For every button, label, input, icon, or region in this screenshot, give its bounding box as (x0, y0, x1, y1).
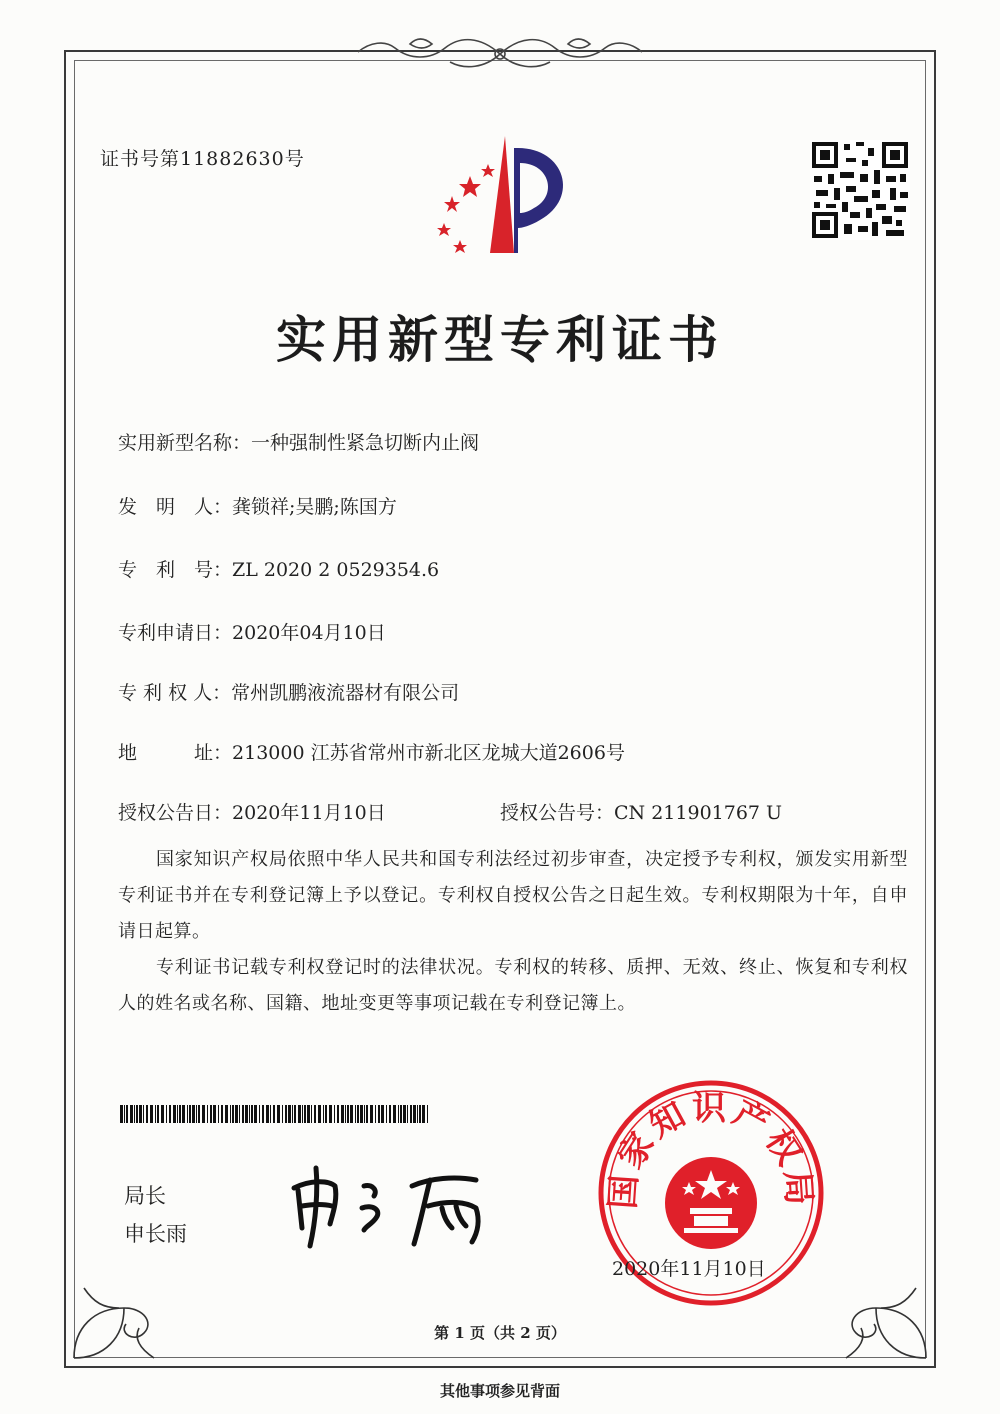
field-address (118, 738, 625, 765)
top-ornament (350, 30, 650, 78)
corner-ornament-bottom-right (826, 1268, 936, 1368)
field-value: 213000 江苏省常州市新北区龙城大道2606号 (232, 742, 625, 764)
field-patent-number (118, 555, 439, 582)
statement-paragraph: 专利证书记载专利权登记时的法律状况。专利权的转移、质押、无效、终止、恢复和专利权人的姓名或名称、国籍、地址变更等事项记载在专利登记簿上。 (118, 957, 908, 1014)
field-label: 专利申请日： (118, 622, 233, 644)
statement-paragraph: 国家知识产权局依照中华人民共和国专利法经过初步审查，决定授予专利权，颁发实用新型专利证书并在专利登记簿上予以登记。专利权自授权公告之日起生效。专利权期限为十年，自申请日起算。 (118, 849, 908, 942)
seal-date: 2020年11月10日 (612, 1258, 766, 1280)
field-value: 2020年04月10日 (232, 622, 386, 644)
cnipa-logo (430, 128, 580, 258)
field-label: 地 址： (118, 742, 233, 764)
field-value: 龚锁祥;吴鹏;陈国方 (232, 496, 397, 518)
footer-note: 其他事项参见背面 (439, 1382, 560, 1400)
signatory-name: 申长雨 (124, 1222, 187, 1246)
field-value: CN 211901767 U (614, 802, 783, 824)
field-patentee (118, 678, 459, 705)
field-application-date (118, 618, 386, 645)
field-label: 发 明 人： (118, 496, 233, 518)
field-utility-model-name (118, 428, 479, 455)
svg-text:国家知识产权局: 国家知识产权局 (602, 1088, 820, 1211)
field-label: 实用新型名称： (118, 432, 252, 454)
field-inventors (118, 492, 397, 519)
field-value: ZL 2020 2 0529354.6 (232, 559, 440, 581)
corner-ornament-bottom-left (64, 1268, 174, 1368)
signatory-title: 局长 (124, 1184, 166, 1208)
field-label: 授权公告日： (118, 802, 233, 824)
page-number: 第 1 页（共 2 页） (434, 1324, 566, 1342)
certificate-statement (118, 842, 908, 1022)
field-value: 一种强制性紧急切断内止阀 (251, 432, 480, 454)
field-label: 授权公告号： (500, 802, 615, 824)
document-title: 实用新型专利证书 (276, 310, 724, 369)
field-publication-number (500, 798, 782, 825)
field-grant-date (118, 798, 386, 825)
field-value: 常州凯鹏液流器材有限公司 (231, 682, 460, 704)
field-label: 专 利 权 人： (118, 682, 232, 704)
field-label: 专 利 号： (118, 559, 233, 581)
certificate-number: 证书号第11882630号 (100, 148, 305, 170)
barcode (120, 1105, 430, 1123)
qr-code (810, 140, 910, 240)
handwritten-signature (280, 1150, 510, 1250)
field-value: 2020年11月10日 (232, 802, 386, 824)
